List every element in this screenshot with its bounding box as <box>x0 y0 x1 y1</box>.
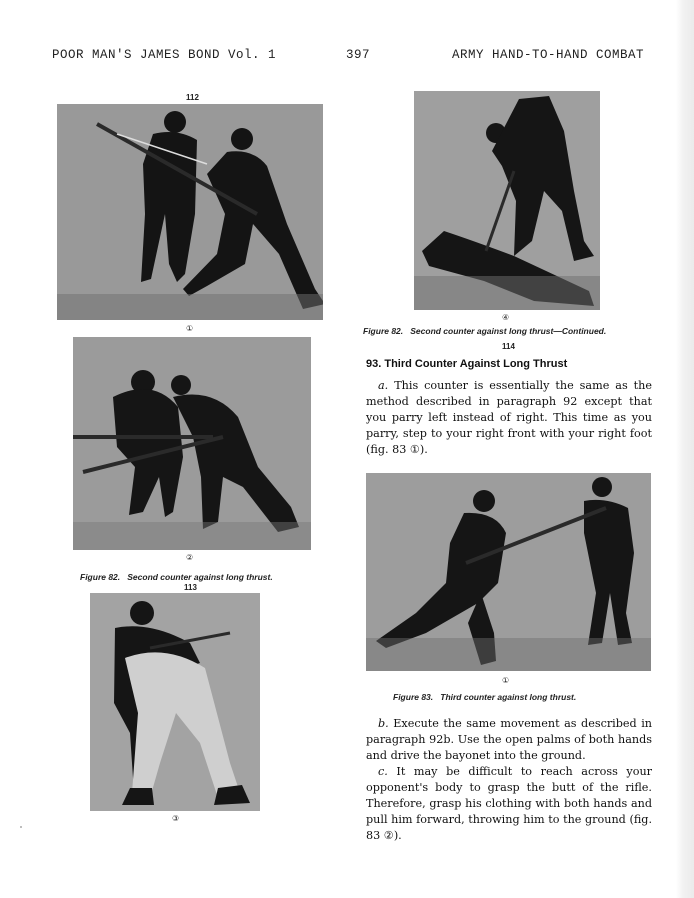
paragraph-a-text: This counter is essentially the same as the method described in paragraph 92 except that you parry left instead of right. This time as you parry, step to your right front with your right foot (fig. 83 ①). <box>366 379 652 456</box>
paragraph-a <box>366 378 652 458</box>
figure-83-text: Third counter against long thrust. <box>440 692 577 702</box>
photo-112-1 <box>57 104 323 320</box>
page-edge-shadow <box>676 0 694 898</box>
paragraph-c <box>366 764 652 844</box>
photo-number-112: 112 <box>186 93 199 102</box>
figure-82-caption <box>80 572 273 582</box>
scan-speck <box>20 826 22 828</box>
figure-82-continued-caption <box>363 326 606 336</box>
photo-marker-83-1: ① <box>502 676 510 685</box>
paragraph-a-label: a. <box>378 379 389 392</box>
page-number: 397 <box>346 48 371 62</box>
photo-113-3 <box>90 593 260 811</box>
running-head-section: ARMY HAND-TO-HAND COMBAT <box>452 48 645 62</box>
paragraph-c-label: c. <box>378 765 388 778</box>
paragraph-b-label: b. <box>378 717 389 730</box>
photo-number-113: 113 <box>184 583 197 592</box>
figure-83-label: Figure 83. <box>393 692 434 702</box>
photo-marker-4: ④ <box>502 313 510 322</box>
photo-marker-1: ① <box>186 324 194 333</box>
photo-marker-2: ② <box>186 553 194 562</box>
photo-112-2 <box>73 337 311 550</box>
section-heading: 93. Third Counter Against Long Thrust <box>366 358 568 370</box>
paragraph-b-text: Execute the same movement as described in paragraph 92b. Use the open palms of both hands and drive the bayonet into the ground. <box>366 717 652 762</box>
figure-83-caption <box>393 692 576 702</box>
photo-114-4 <box>414 91 600 310</box>
paragraph-c-text: It may be difficult to reach across your opponent's body to grasp the butt of the rifle. Therefore, grasp his clothing with both hands and pull him forward, throwing him to the ground (fig. 83 ②). <box>366 765 652 842</box>
photo-marker-3: ③ <box>172 814 180 823</box>
paragraph-b <box>366 716 652 764</box>
figure-82-continued-label: Figure 82. <box>363 326 404 336</box>
figure-82-text: Second counter against long thrust. <box>127 572 273 582</box>
photo-83-1 <box>366 473 651 671</box>
running-head-title: POOR MAN'S JAMES BOND Vol. 1 <box>52 48 277 62</box>
figure-82-label: Figure 82. <box>80 572 121 582</box>
figure-82-continued-text: Second counter against long thrust—Continued. <box>410 326 607 336</box>
photo-number-114: 114 <box>502 342 515 351</box>
